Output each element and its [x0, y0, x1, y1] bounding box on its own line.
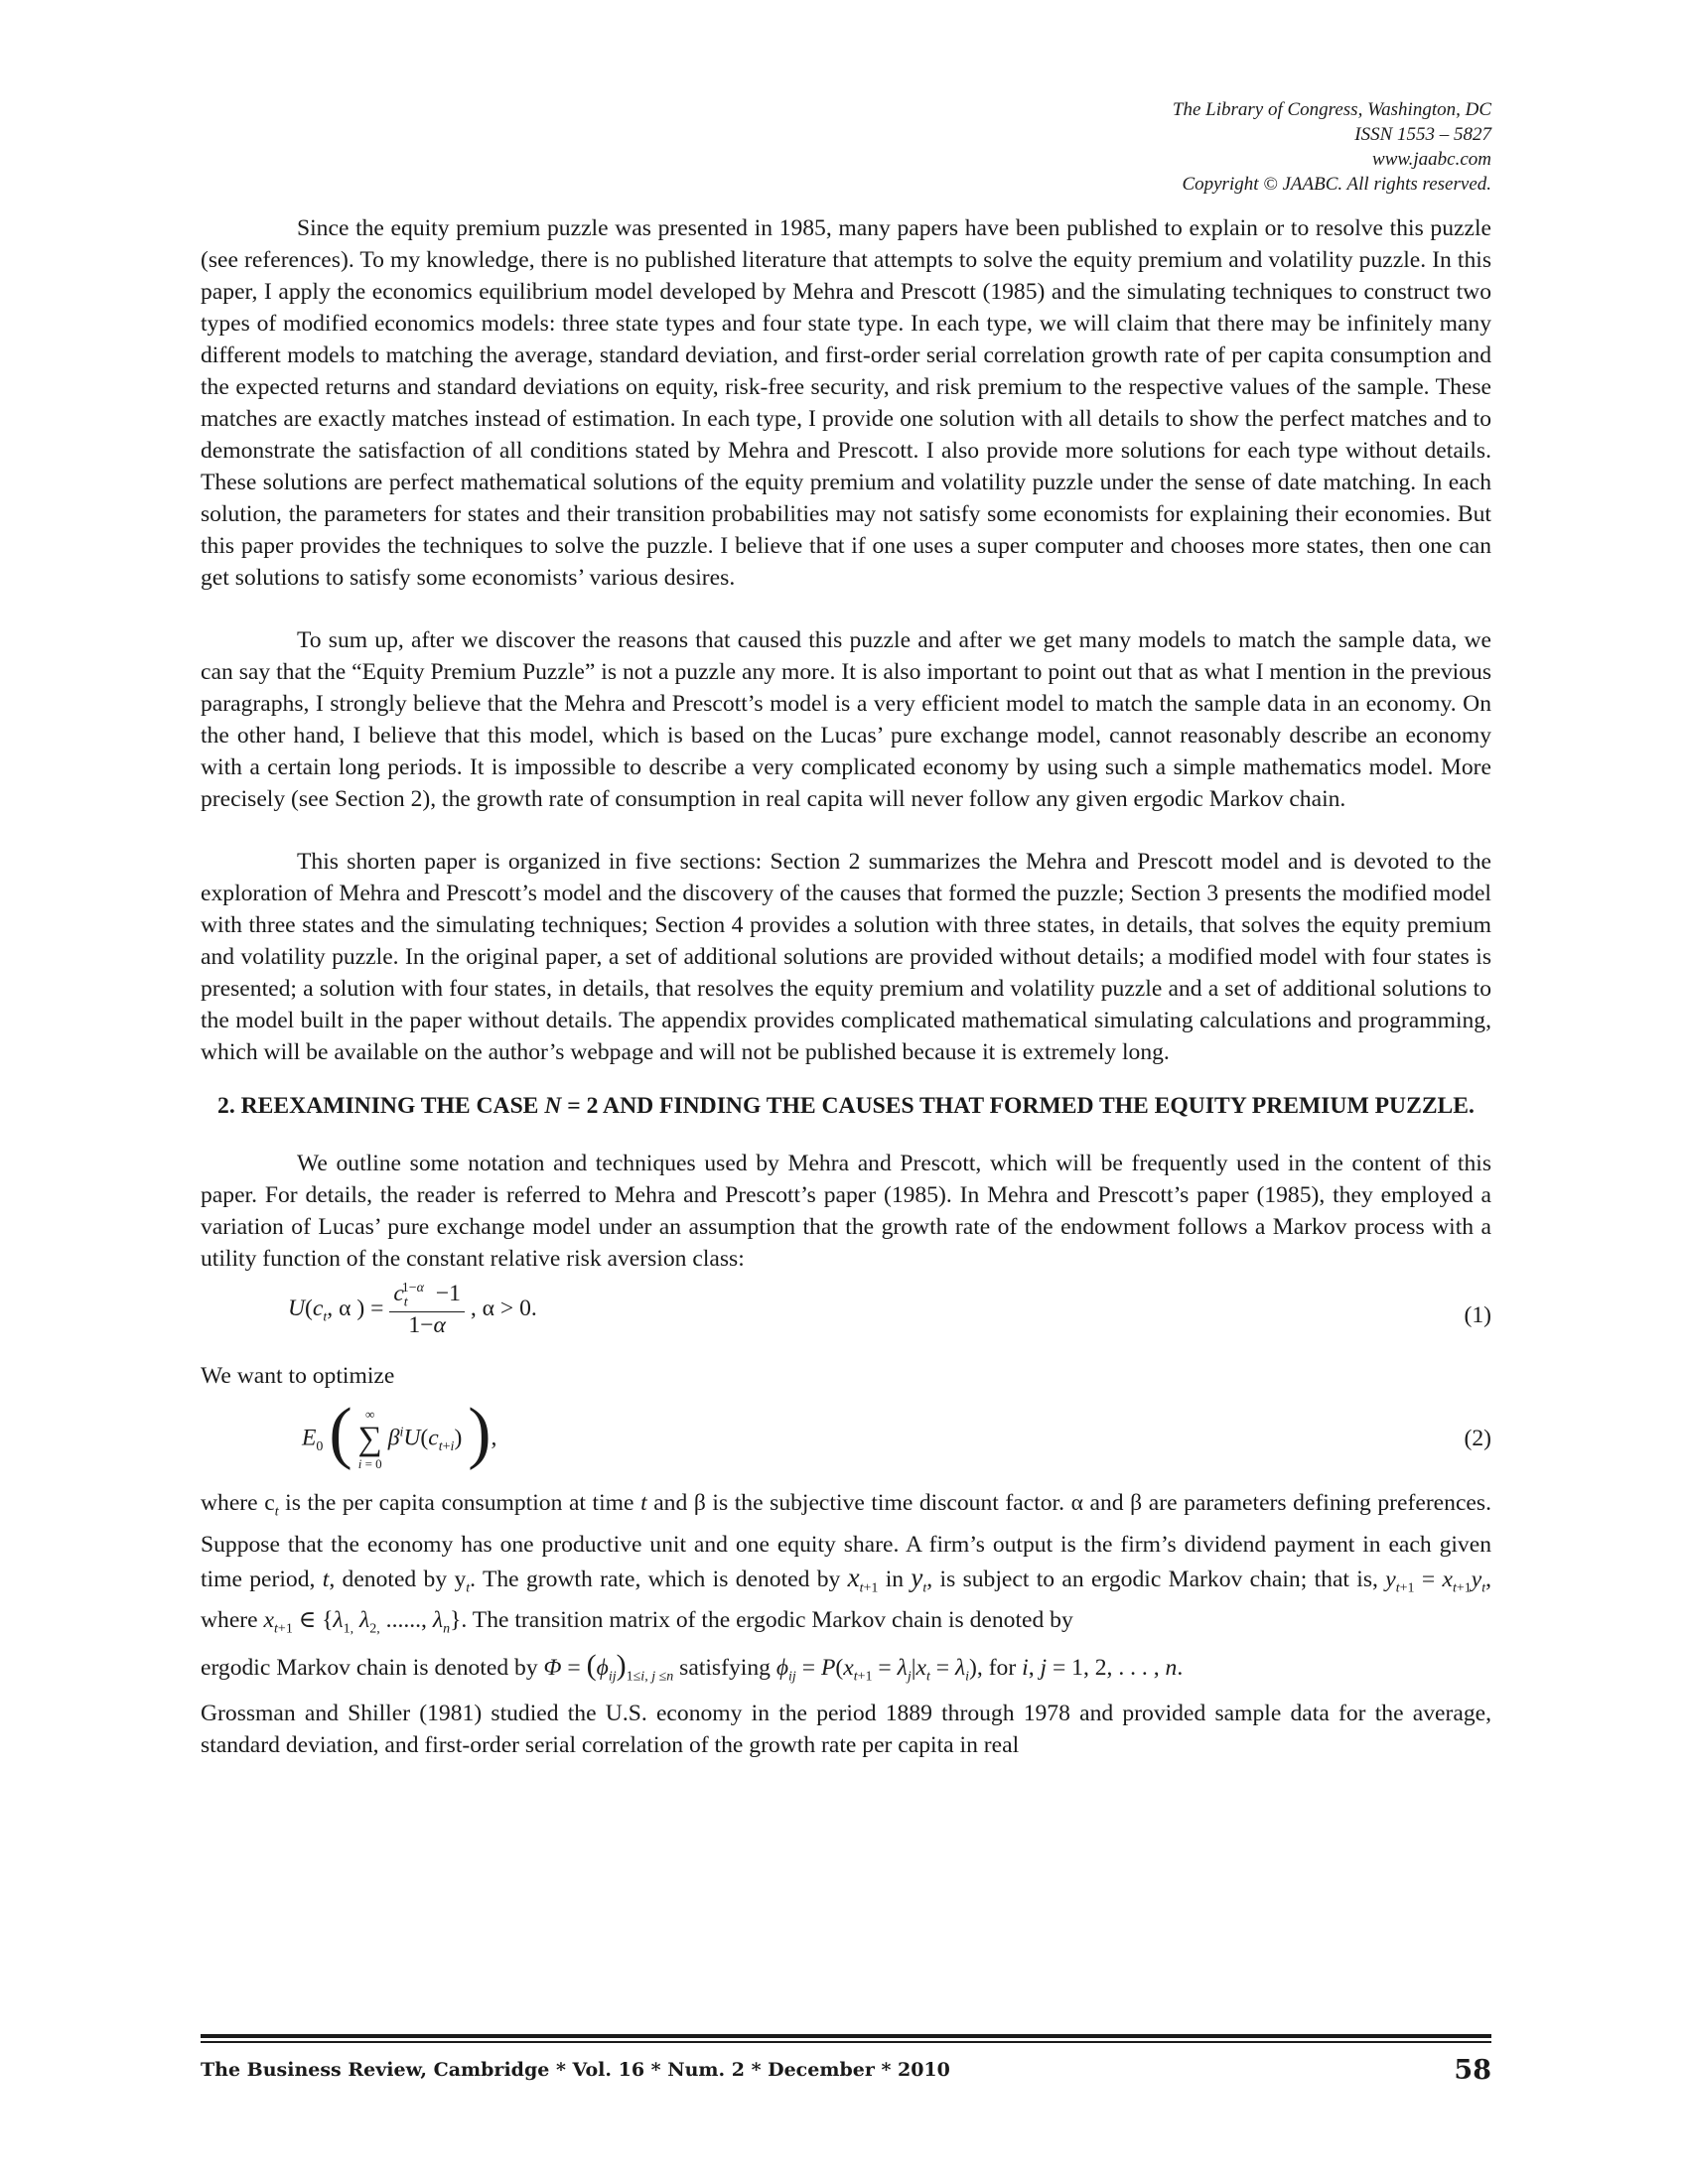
- equation-number: (2): [1464, 1426, 1491, 1451]
- footer-rule: [201, 2034, 1491, 2038]
- equation-number: (1): [1464, 1302, 1491, 1328]
- page-number: 58: [1454, 2055, 1491, 2086]
- equation-1: [201, 1275, 1491, 1360]
- section-heading: [201, 1091, 1491, 1122]
- body-text: [201, 212, 1491, 1761]
- heading-text: 2. REEXAMINING THE CASE: [217, 1093, 539, 1119]
- paper-page: [201, 0, 1491, 2184]
- paragraph-summary: To sum up, after we discover the reasons that caused this puzzle and after we get many models to match the sample data, we can say that the “Equity Premium Puzzle” is not a puzzle any more. It is also important to point out that as what I mention in the previous paragraphs, I strongly believe that the Mehra and Prescott’s model is a very efficient model to match the sample data in an economy. On the other hand, I believe that this model, which is based on the Lucas’ pure exchange model, cannot reasonably describe an economy with a certain long periods. It is impossible to describe a very complicated economy by using such a simple mathematics model. More precisely (see Section 2), the growth rate of consumption in real capita will never follow any given ergodic Markov chain.: [201, 627, 1491, 812]
- heading-variable: N: [544, 1093, 562, 1119]
- masthead-line: The Library of Congress, Washington, DC: [1172, 99, 1491, 120]
- journal-citation: The Business Review, Cambridge * Vol. 16 * Num. 2 * December * 2010: [201, 2059, 950, 2081]
- fraction: $\frac{c_t^{1-\alpha} -1}{1-\alpha}$: [389, 1281, 465, 1339]
- equation-2: [201, 1392, 1491, 1487]
- paragraph-notation: We outline some notation and techniques used by Mehra and Prescott, which will be frequently used in the content of this paper. For details, the reader is referred to Mehra and Prescott’s paper (1985). In Mehra and Prescott’s paper (1985), they employed a variation of Lucas’ pure exchange model under an assumption that the growth rate of the endowment follows a Markov process with a utility function of the constant relative risk aversion class:: [201, 1151, 1491, 1272]
- text-run: , for: [976, 1655, 1017, 1682]
- paragraph-organization: This shorten paper is organized in five sections: Section 2 summarizes the Mehra and Prescott model and is devoted to the exploration of Mehra and Prescott’s model and the discovery of the causes that formed the puzzle; Section 3 presents the modified model with three states and the simulating techniques; Section 4 provides a solution with three states, in details, that solves the equity premium and volatility puzzle. In the original paper, a set of additional solutions are provided without details; a modified model with four states is presented; a solution with four states, in details, that resolves the equity premium and volatility puzzle and a set of additional solutions to the model built in the paper without details. The appendix provides complicated mathematical simulating calculations and programming, which will be available on the author’s webpage and will not be published because it is extremely long.: [201, 849, 1491, 1065]
- text-run: . The transition matrix of the ergodic Markov chain is denoted by: [461, 1607, 1073, 1634]
- paragraph-grossman: Grossman and Shiller (1981) studied the U.S. economy in the period 1889 through 1978 and provided sample data for the average, standard deviation, and first-order serial correlation of the growth rate per capita in real: [201, 1700, 1491, 1758]
- footer-rule: [201, 2041, 1491, 2043]
- paragraph-intro: Since the equity premium puzzle was presented in 1985, many papers have been published to explain or to resolve this puzzle (see references). To my knowledge, there is no published literature that attempts to solve the equity premium and volatility puzzle. In this paper, I apply the economics equilibrium model developed by Mehra and Prescott (1985) and the simulating techniques to construct two types of modified economics models: three state types and four state type. In each type, we will claim that there may be infinitely many different models to matching the average, standard deviation, and first-order serial correlation growth rate of per capita consumption and the expected returns and standard deviations on equity, risk-free security, and risk premium to the respective values of the sample. These matches are exactly matches instead of estimation. In each type, I provide one solution with all details to show the perfect matches and to demonstrate the satisfaction of all conditions stated by Mehra and Prescott. I also provide more solutions for each type without details. These solutions are perfect mathematical solutions of the equity premium and volatility puzzle under the sense of date matching. In each solution, the parameters for states and their transition probabilities may not satisfy some economists for explaining their economies. But this paper provides the techniques to solve the puzzle. I believe that if one uses a super computer and chooses more states, then one can get solutions to satisfy some economists’ various desires.: [201, 215, 1491, 591]
- text-run: where c: [201, 1490, 275, 1516]
- text-run: satisfying: [679, 1655, 771, 1682]
- text-run: is the per capita consumption at time: [285, 1490, 634, 1516]
- text-run: is subject to an ergodic Markov chain; that is,: [939, 1566, 1378, 1592]
- equation-2-body: $E_0$ ( ∞ ∑ i = 0 $\beta^iU(c_{t+i})$ ),: [302, 1395, 497, 1471]
- masthead-line: ISSN 1553 – 5827: [1354, 124, 1491, 145]
- paragraph-model: where $c_t$ is the per capita consumption at time t and β is the subjective time discount factor. α and β are parameters defining preferences. Suppose that the economy has one productive unit and one equity share. A firm’s output is the firm’s dividend payment in each given time period, t, denoted by $y_t$. The growth rate, which is denoted by $x_{t+1}$ in $y_t$, is subject to an ergodic Markov chain; that is, $y_{t+1} = x_{t+1}y_t$, where $x_{t+1}$ ∈ {$\lambda_{1,}$ $\lambda_{2,}$ ......, $\lambda_n$}. The transition matrix of the ergodic Markov chain is denoted by: [201, 1490, 1492, 1638]
- masthead-line: www.jaabc.com: [1372, 149, 1491, 170]
- heading-text: = 2 AND FINDING THE CAUSES THAT FORMED THE EQUITY PREMIUM PUZZLE.: [567, 1093, 1475, 1119]
- text-run: . The growth rate, which is denoted by: [470, 1566, 841, 1592]
- text-run: , denoted by y: [329, 1566, 467, 1592]
- equation-1-body: $U(c_t$, α ) = $\frac{c_t^{1-\alpha} -1}{1-\alpha}$ , α > 0.: [288, 1281, 537, 1338]
- text-run: and β is the subjective time discount factor. α and β are parameters defining preferences. Suppose that the economy has one productive unit and one equity share. A firm’s output is the firm’s dividend payment in each given time period,: [201, 1490, 1491, 1592]
- masthead-line: Copyright © JAABC. All rights reserved.: [1182, 174, 1491, 195]
- masthead: [1173, 97, 1491, 197]
- paragraph-markov: ergodic Markov chain is denoted by $\Phi = (\phi_{ij})_{1\le i, j \le n}$ satisfying $\phi_{ij} = P(x_{t+1} = \lambda_j|x_t = \lambda_i)$, for i, j = 1, 2, . . . , n.: [201, 1649, 1184, 1685]
- footer: [201, 2055, 1491, 2086]
- optimize-text: We want to optimize: [201, 1363, 395, 1389]
